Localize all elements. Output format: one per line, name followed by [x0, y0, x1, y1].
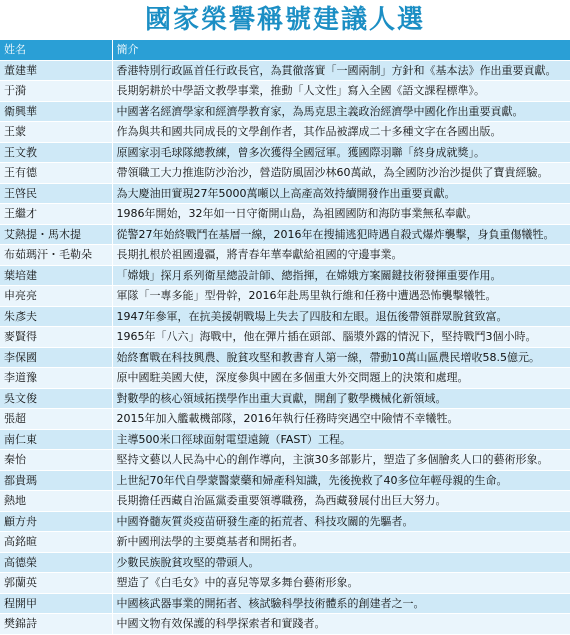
page-title: 國家榮譽稱號建議人選	[144, 5, 425, 35]
table-row	[0, 491, 570, 512]
candidate-name: 吳文俊	[0, 388, 112, 409]
candidate-bio: 中國著名經濟學家和經濟學教育家，為馬克思主義政治經濟學中國化作出重要貢獻。	[112, 101, 570, 122]
table-row	[0, 573, 570, 594]
table-row	[0, 511, 570, 532]
candidate-bio: 長期躬耕於中學語文教學事業，推動「人文性」寫入全國《語文課程標準》。	[112, 81, 570, 102]
candidate-bio: 原國家羽毛球隊總教練，曾多次獲得全國冠軍。獲國際羽聯「終身成就獎」。	[112, 142, 570, 163]
table-row	[0, 204, 570, 225]
table-row	[0, 368, 570, 389]
table-row	[0, 286, 570, 307]
candidate-name: 高銘暄	[0, 532, 112, 553]
table-row	[0, 429, 570, 450]
header-name: 姓名	[0, 40, 112, 60]
candidate-name: 樊錦詩	[0, 614, 112, 635]
candidate-name: 熱地	[0, 491, 112, 512]
candidate-name: 衛興華	[0, 101, 112, 122]
candidate-bio: 堅持文藝以人民為中心的創作導向，主演30多部影片，塑造了多個膾炙人口的藝術形象。	[112, 450, 570, 471]
candidate-name: 高德榮	[0, 552, 112, 573]
table-row	[0, 183, 570, 204]
candidate-name: 麥賢得	[0, 327, 112, 348]
candidate-name: 南仁東	[0, 429, 112, 450]
table-row	[0, 532, 570, 553]
table-row	[0, 327, 570, 348]
candidate-bio: 始終奮戰在科技興農、脫貧攻堅和教書育人第一線，帶動10萬山區農民增收58.5億元。	[112, 347, 570, 368]
table-row	[0, 101, 570, 122]
candidate-name: 王啓民	[0, 183, 112, 204]
table-row	[0, 347, 570, 368]
candidate-bio: 1965年「八六」海戰中，他在彈片插在頭部、腦漿外露的情況下，堅持戰鬥3個小時。	[112, 327, 570, 348]
candidate-bio: 原中國駐美國大使，深度參與中國在多個重大外交問題上的決策和處理。	[112, 368, 570, 389]
candidate-bio: 新中國刑法學的主要奠基者和開拓者。	[112, 532, 570, 553]
table-row	[0, 265, 570, 286]
candidate-bio: 上世紀70年代自學蒙醫蒙藥和婦產科知識，先後挽救了40多位年輕母親的生命。	[112, 470, 570, 491]
candidate-bio: 作為與共和國共同成長的文學創作者，其作品被譯成二十多種文字在各國出版。	[112, 122, 570, 143]
candidate-name: 張超	[0, 409, 112, 430]
candidate-bio: 中國脊髓灰質炎疫苗研發生產的拓荒者、科技攻關的先驅者。	[112, 511, 570, 532]
candidate-name: 王繼才	[0, 204, 112, 225]
candidate-bio: 1947年參軍，在抗美援朝戰場上失去了四肢和左眼。退伍後帶領群眾脫貧致富。	[112, 306, 570, 327]
table-row	[0, 163, 570, 184]
candidate-name: 王文教	[0, 142, 112, 163]
table-row	[0, 122, 570, 143]
table-row	[0, 470, 570, 491]
candidate-name: 王蒙	[0, 122, 112, 143]
candidate-name: 朱彥夫	[0, 306, 112, 327]
candidate-name: 布茹瑪汗・毛勒朵	[0, 245, 112, 266]
candidate-bio: 1986年開始，32年如一日守衛開山島，為祖國國防和海防事業無私奉獻。	[112, 204, 570, 225]
candidate-name: 葉培建	[0, 265, 112, 286]
candidate-bio: 從警27年始終戰鬥在基層一線，2016年在搜捕逃犯時遇自殺式爆炸襲擊，身負重傷犧牲。	[112, 224, 570, 245]
candidates-table	[0, 40, 570, 635]
table-row	[0, 552, 570, 573]
candidate-name: 申亮亮	[0, 286, 112, 307]
table-row	[0, 81, 570, 102]
table-row	[0, 224, 570, 245]
candidate-bio: 為大慶油田實現27年5000萬噸以上高產高效持續開發作出重要貢獻。	[112, 183, 570, 204]
candidate-bio: 塑造了《白毛女》中的喜兒等眾多舞台藝術形象。	[112, 573, 570, 594]
candidate-name: 董建華	[0, 60, 112, 81]
table-row	[0, 142, 570, 163]
table-row	[0, 388, 570, 409]
candidate-bio: 長期扎根於祖國邊疆，將青春年華奉獻給祖國的守邊事業。	[112, 245, 570, 266]
table-header-row	[0, 40, 570, 60]
table-row	[0, 409, 570, 430]
candidate-name: 郭蘭英	[0, 573, 112, 594]
candidate-bio: 中國核武器事業的開拓者、核試驗科學技術體系的創建者之一。	[112, 593, 570, 614]
candidate-bio: 「嫦娥」探月系列衛星總設計師、總指揮，在嫦娥方案關鍵技術發揮重要作用。	[112, 265, 570, 286]
candidate-name: 程開甲	[0, 593, 112, 614]
candidate-bio: 少數民族脫貧攻堅的帶頭人。	[112, 552, 570, 573]
candidate-name: 李道豫	[0, 368, 112, 389]
table-row	[0, 60, 570, 81]
candidate-name: 都貴瑪	[0, 470, 112, 491]
candidate-name: 秦怡	[0, 450, 112, 471]
candidate-bio: 帶領職工大力推進防沙治沙，營造防風固沙林60萬畝，為全國防沙治沙提供了寶貴經驗。	[112, 163, 570, 184]
table-row	[0, 245, 570, 266]
candidate-name: 艾熱提・馬木提	[0, 224, 112, 245]
candidate-bio: 中國文物有效保護的科學探索者和實踐者。	[112, 614, 570, 635]
candidate-bio: 2015年加入艦載機部隊，2016年執行任務時突遇空中險情不幸犧牲。	[112, 409, 570, 430]
table-row	[0, 593, 570, 614]
table-row	[0, 614, 570, 635]
candidate-name: 顧方舟	[0, 511, 112, 532]
candidate-bio: 對數學的核心領域拓撲學作出重大貢獻，開創了數學機械化新領域。	[112, 388, 570, 409]
candidate-bio: 香港特別行政區首任行政長官，為貫徹落實「一國兩制」方針和《基本法》作出重要貢獻。	[112, 60, 570, 81]
candidate-bio: 主導500米口徑球面射電望遠鏡（FAST）工程。	[112, 429, 570, 450]
candidate-name: 于漪	[0, 81, 112, 102]
candidate-bio: 長期擔任西藏自治區黨委重要領導職務，為西藏發展付出巨大努力。	[112, 491, 570, 512]
header-bio: 簡介	[112, 40, 570, 60]
candidate-bio: 軍隊「一專多能」型骨幹，2016年赴馬里執行維和任務中遭遇恐怖襲擊犧牲。	[112, 286, 570, 307]
table-row	[0, 450, 570, 471]
candidate-name: 王有德	[0, 163, 112, 184]
candidate-name: 李保國	[0, 347, 112, 368]
table-row	[0, 306, 570, 327]
